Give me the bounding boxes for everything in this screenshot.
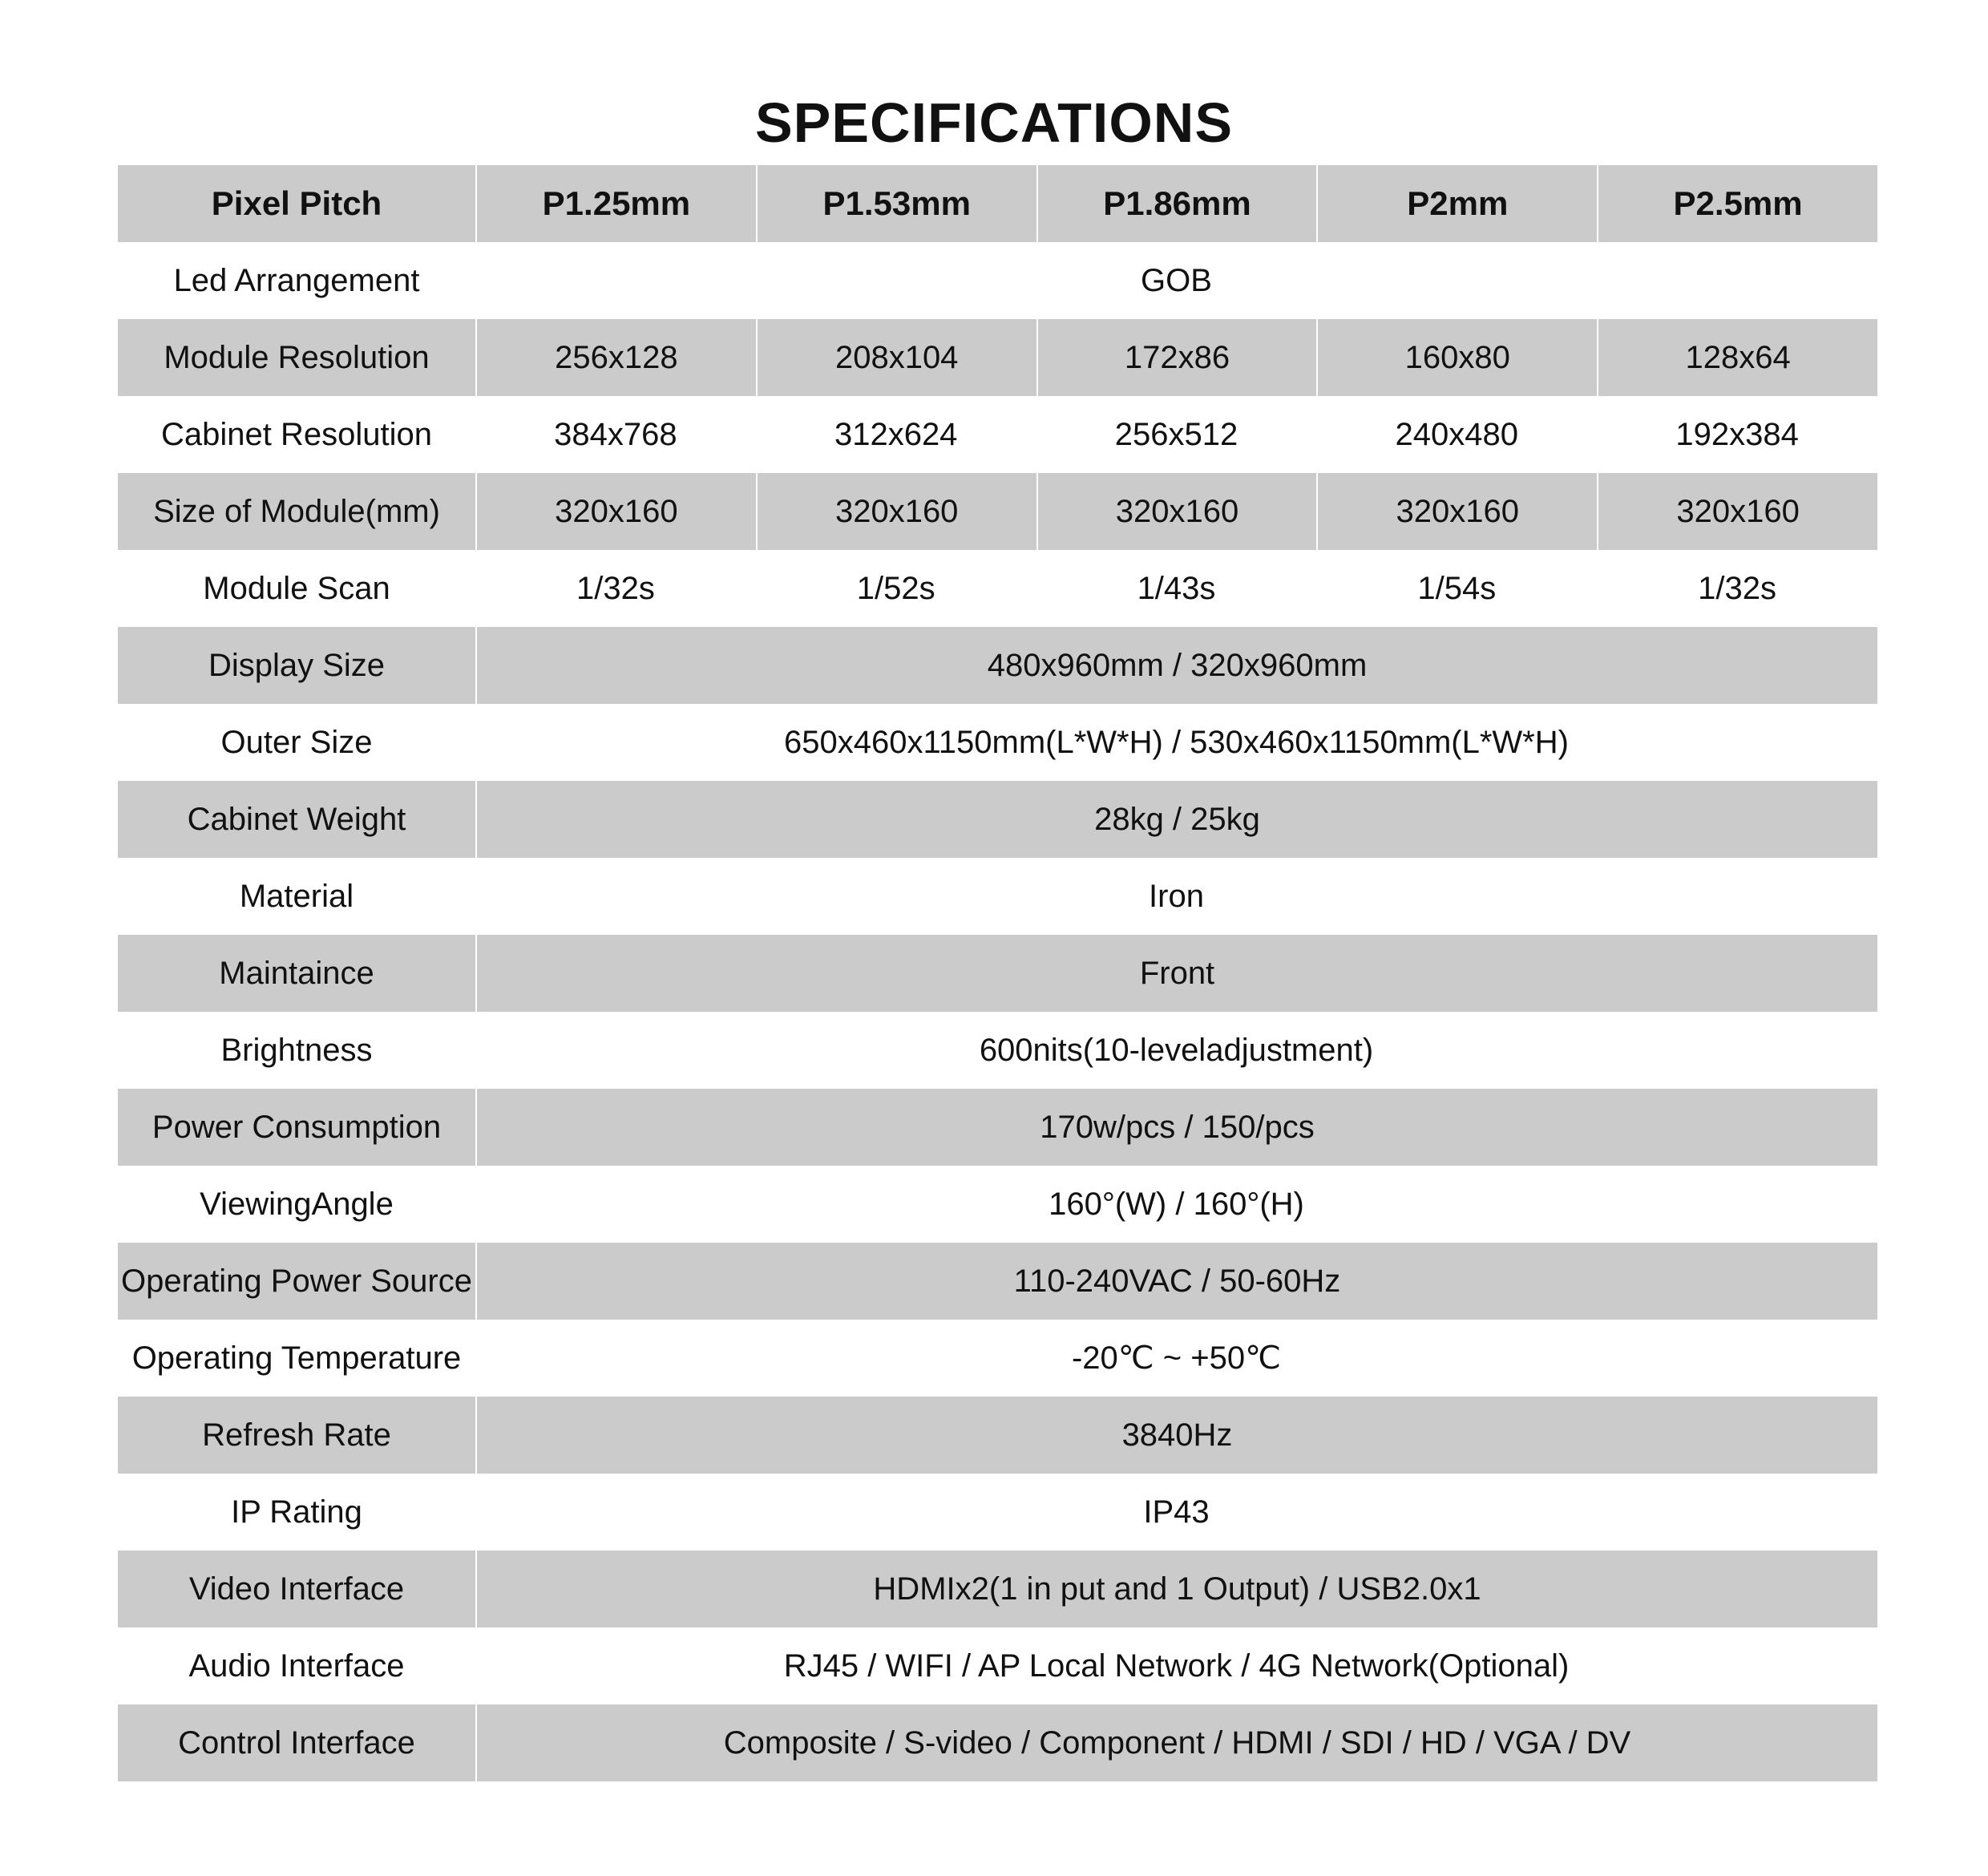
row-spanning-value-cell: GOB [1141,262,1212,298]
row-spanning-value-cell: IP43 [1143,1494,1210,1530]
row-spanning-value-cell: HDMIx2(1 in put and 1 Output) / USB2.0x1 [475,1551,1877,1627]
row-value-cell: 192x384 [1675,416,1799,452]
row-label-cell: Module Scan [203,570,390,606]
header-column-cell: P2.5mm [1597,165,1877,242]
row-spanning-value-cell: Front [475,935,1877,1012]
row-spanning-value-cell: Iron [1149,878,1204,914]
row-value-cell: 1/32s [576,570,655,606]
row-spanning-value-cell: 110-240VAC / 50-60Hz [475,1243,1877,1320]
row-spanning-value-cell: Composite / S-video / Component / HDMI / SDI / HD / VGA / DV [475,1704,1877,1781]
row-spanning-value-cell: 170w/pcs / 150/pcs [475,1089,1877,1166]
row-value-cell: 240x480 [1395,416,1519,452]
row-label-cell: Maintaince [219,955,374,991]
row-spanning-value-cell: -20℃ ~ +50℃ [1071,1340,1282,1376]
table-row [118,935,1877,1012]
row-value-cell: 256x128 [475,319,756,396]
table-row [118,627,1877,704]
row-value-cell: 208x104 [756,319,1036,396]
row-label-cell: IP Rating [231,1494,362,1530]
row-value-cell: 320x160 [756,473,1036,550]
row-spanning-value-cell: 650x460x1150mm(L*W*H) / 530x460x1150mm(L*W*H) [784,724,1569,760]
row-value-cell: 320x160 [1597,473,1877,550]
table-row [118,1089,1877,1166]
table-row [118,550,1877,627]
row-value-cell: 320x160 [1316,473,1597,550]
page-title: SPECIFICATIONS [754,91,1234,154]
row-value-cell: 256x512 [1114,416,1238,452]
row-value-cell: 160x80 [1316,319,1597,396]
row-label-cell: Power Consumption [152,1109,442,1145]
row-label-cell: Material [239,878,354,914]
spec-table [118,165,1877,1781]
row-label-cell: Cabinet Resolution [161,416,432,452]
table-header-row [118,165,1877,242]
header-label-cell: Pixel Pitch [211,184,382,222]
row-spanning-value-cell: 3840Hz [475,1397,1877,1474]
table-row [118,1243,1877,1320]
table-row [118,1166,1877,1243]
row-value-cell: 1/52s [856,570,935,606]
table-row [118,1474,1877,1551]
table-row [118,1627,1877,1704]
table-row [118,1551,1877,1627]
row-spanning-value-cell: 480x960mm / 320x960mm [475,627,1877,704]
row-spanning-value-cell: RJ45 / WIFI / AP Local Network / 4G Network(Optional) [783,1648,1570,1684]
row-value-cell: 128x64 [1597,319,1877,396]
row-label-cell: Outer Size [220,724,373,760]
table-row [118,781,1877,858]
header-column-cell: P1.25mm [475,165,756,242]
table-row [118,473,1877,550]
row-label-cell: Video Interface [188,1571,405,1607]
row-label-cell: Display Size [208,647,386,683]
row-label-cell: Operating Temperature [131,1340,462,1376]
table-body [118,242,1877,1781]
row-label-cell: Module Resolution [164,339,430,375]
row-value-cell: 1/43s [1137,570,1216,606]
row-spanning-value-cell: 600nits(10-leveladjustment) [979,1032,1374,1068]
row-label-cell: Refresh Rate [202,1417,391,1453]
table-row [118,1320,1877,1397]
row-label-cell: Size of Module(mm) [153,493,440,529]
row-value-cell: 312x624 [834,416,958,452]
row-value-cell: 320x160 [475,473,756,550]
row-value-cell: 1/32s [1698,570,1777,606]
row-label-cell: Operating Power Source [120,1263,472,1299]
row-label-cell: Cabinet Weight [187,801,406,837]
table-row [118,858,1877,935]
row-value-cell: 1/54s [1417,570,1497,606]
row-value-cell: 384x768 [554,416,677,452]
row-value-cell: 172x86 [1036,319,1317,396]
table-row [118,1397,1877,1474]
table-row [118,1012,1877,1089]
header-column-cell: P1.53mm [756,165,1036,242]
table-row [118,396,1877,473]
table-row [118,242,1877,319]
row-label-cell: Led Arrangement [173,262,420,298]
header-column-cell: P1.86mm [1036,165,1317,242]
row-label-cell: Brightness [220,1032,373,1068]
row-spanning-value-cell: 28kg / 25kg [475,781,1877,858]
row-value-cell: 320x160 [1036,473,1317,550]
table-row [118,319,1877,396]
row-label-cell: Control Interface [178,1724,415,1761]
row-label-cell: Audio Interface [188,1648,405,1684]
row-spanning-value-cell: 160°(W) / 160°(H) [1049,1186,1304,1222]
table-row [118,704,1877,781]
header-column-cell: P2mm [1316,165,1597,242]
table-row [118,1704,1877,1781]
row-label-cell: ViewingAngle [200,1186,394,1222]
